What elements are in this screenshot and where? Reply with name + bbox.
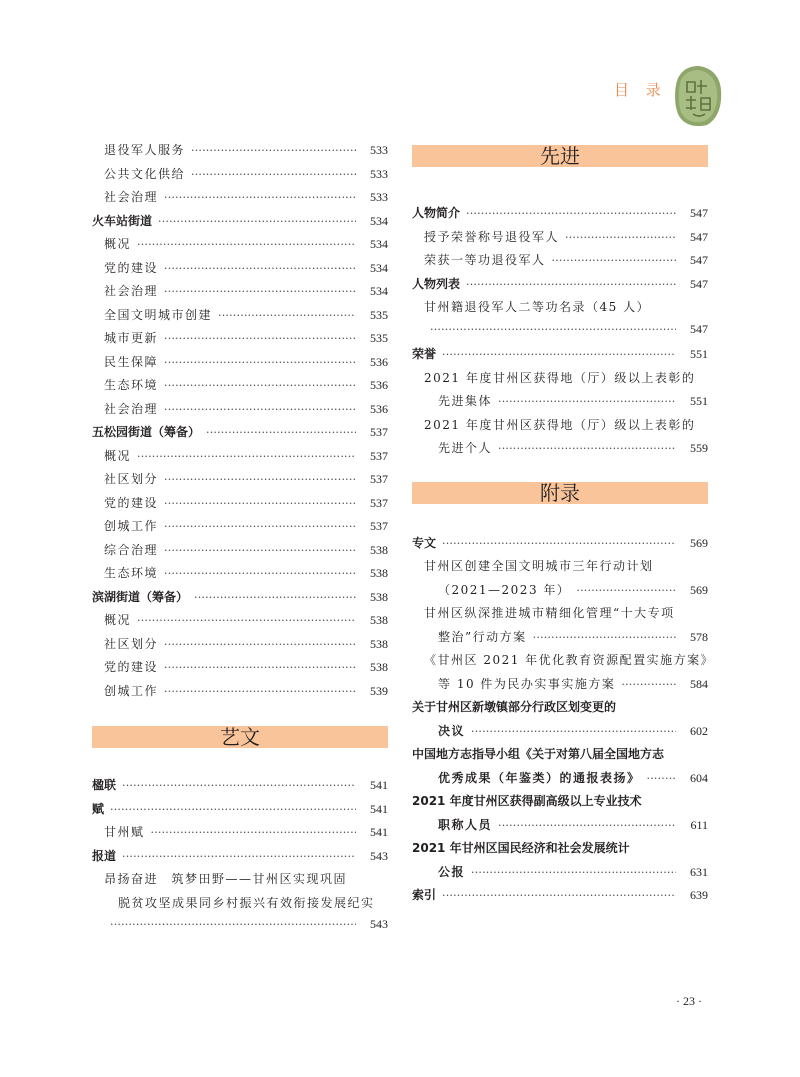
- toc-entry[interactable]: 社区划分 ····· 538: [92, 635, 388, 657]
- toc-heading-continued[interactable]: 公报 ····· 631: [412, 863, 708, 885]
- toc-entry[interactable]: 社区划分 ····· 537: [92, 470, 388, 492]
- toc-entry[interactable]: 党的建设 ····· 537: [92, 494, 388, 516]
- toc-heading[interactable]: 赋 ····· 541: [92, 800, 388, 822]
- toc-entry[interactable]: 概况 ····· 537: [92, 447, 388, 469]
- toc-entry-continued[interactable]: 先进个人 ····· 559: [412, 439, 708, 461]
- toc-entry-continued[interactable]: （2021—2023 年） ····· 569: [412, 581, 708, 603]
- toc-entry[interactable]: 生态环境 ····· 538: [92, 564, 388, 586]
- toc-heading-continued[interactable]: 优秀成果（年鉴类）的通报表扬》 ····· 604: [412, 769, 708, 791]
- toc-entry[interactable]: 甘州区纵深推进城市精细化管理“十大专项: [424, 606, 675, 620]
- toc-heading[interactable]: 中国地方志指导小组《关于对第八届全国地方志: [412, 747, 665, 761]
- page-number: · 23 ·: [676, 994, 702, 1008]
- toc-entry[interactable]: 社会治理 ····· 534: [92, 282, 388, 304]
- section-header-yiwen: 艺文: [92, 726, 388, 748]
- toc-entry-continued[interactable]: 整治”行动方案 ····· 578: [412, 628, 708, 650]
- toc-entry[interactable]: 概况 ····· 534: [92, 235, 388, 257]
- toc-entry[interactable]: 党的建设 ····· 534: [92, 259, 388, 281]
- toc-entry[interactable]: 创城工作 ····· 537: [92, 517, 388, 539]
- toc-entry[interactable]: 社会治理 ····· 533: [92, 188, 388, 210]
- section-header-fulu: 附录: [412, 482, 708, 504]
- toc-entry[interactable]: 城市更新 ····· 535: [92, 329, 388, 351]
- toc-entry[interactable]: 2021 年度甘州区获得地（厅）级以上表彰的: [424, 371, 696, 385]
- toc-entry[interactable]: 生态环境 ····· 536: [92, 376, 388, 398]
- toc-heading[interactable]: 楹联 ····· 541: [92, 776, 388, 798]
- toc-entry[interactable]: 甘州赋 ····· 541: [92, 823, 388, 845]
- toc-heading[interactable]: 2021 年甘州区国民经济和社会发展统计: [412, 841, 630, 855]
- toc-heading[interactable]: 索引 ····· 639: [412, 886, 708, 908]
- toc-heading[interactable]: 人物简介 ····· 547: [412, 204, 708, 226]
- toc-entry[interactable]: 昂扬奋进 筑梦田野——甘州区实现巩固: [104, 872, 348, 886]
- toc-heading-continued[interactable]: 职称人员 ····· 611: [412, 816, 708, 838]
- toc-entry[interactable]: 退役军人服务 ····· 533: [92, 141, 388, 163]
- toc-entry[interactable]: 全国文明城市创建 ····· 535: [92, 306, 388, 328]
- toc-heading[interactable]: 荣誉 ····· 551: [412, 345, 708, 367]
- toc-entry[interactable]: 《甘州区 2021 年优化教育资源配置实施方案》: [424, 653, 715, 667]
- toc-entry[interactable]: 荣获一等功退役军人 ····· 547: [412, 251, 708, 273]
- toc-heading[interactable]: 2021 年度甘州区获得副高级以上专业技术: [412, 794, 642, 808]
- toc-heading[interactable]: 火车站街道 ····· 534: [92, 212, 388, 234]
- seal-stamp-icon: [673, 64, 723, 128]
- toc-entry[interactable]: 党的建设 ····· 538: [92, 658, 388, 680]
- toc-entry-continued[interactable]: 脱贫攻坚成果同乡村振兴有效衔接发展纪实: [118, 896, 375, 910]
- toc-entry[interactable]: 甘州籍退役军人二等功名录（45 人）: [424, 300, 651, 314]
- toc-entry-continued[interactable]: ····· 543: [92, 917, 388, 939]
- toc-heading[interactable]: 报道 ····· 543: [92, 847, 388, 869]
- toc-entry[interactable]: 社会治理 ····· 536: [92, 400, 388, 422]
- toc-heading[interactable]: 专文 ····· 569: [412, 534, 708, 556]
- toc-entry[interactable]: 综合治理 ····· 538: [92, 541, 388, 563]
- toc-entry[interactable]: 公共文化供给 ····· 533: [92, 165, 388, 187]
- toc-entry[interactable]: 2021 年度甘州区获得地（厅）级以上表彰的: [424, 418, 696, 432]
- toc-entry-continued[interactable]: 等 10 件为民办实事实施方案 ····· 584: [412, 675, 708, 697]
- toc-heading[interactable]: 五松园街道（筹备） ····· 537: [92, 423, 388, 445]
- toc-entry[interactable]: 授予荣誉称号退役军人 ····· 547: [412, 228, 708, 250]
- toc-entry[interactable]: 甘州区创建全国文明城市三年行动计划: [424, 559, 654, 573]
- toc-entry[interactable]: 民生保障 ····· 536: [92, 353, 388, 375]
- section-header-xianjin: 先进: [412, 145, 708, 167]
- header-label: 目 录: [614, 81, 667, 99]
- toc-heading[interactable]: 人物列表 ····· 547: [412, 275, 708, 297]
- toc-entry[interactable]: 概况 ····· 538: [92, 611, 388, 633]
- toc-heading-continued[interactable]: 决议 ····· 602: [412, 722, 708, 744]
- toc-entry-continued[interactable]: 先进集体 ····· 551: [412, 392, 708, 414]
- toc-heading[interactable]: 滨湖街道（筹备） ····· 538: [92, 588, 388, 610]
- toc-entry[interactable]: 创城工作 ····· 539: [92, 682, 388, 704]
- toc-heading[interactable]: 关于甘州区新墩镇部分行政区划变更的: [412, 700, 617, 714]
- toc-entry-continued[interactable]: ····· 547: [412, 322, 708, 344]
